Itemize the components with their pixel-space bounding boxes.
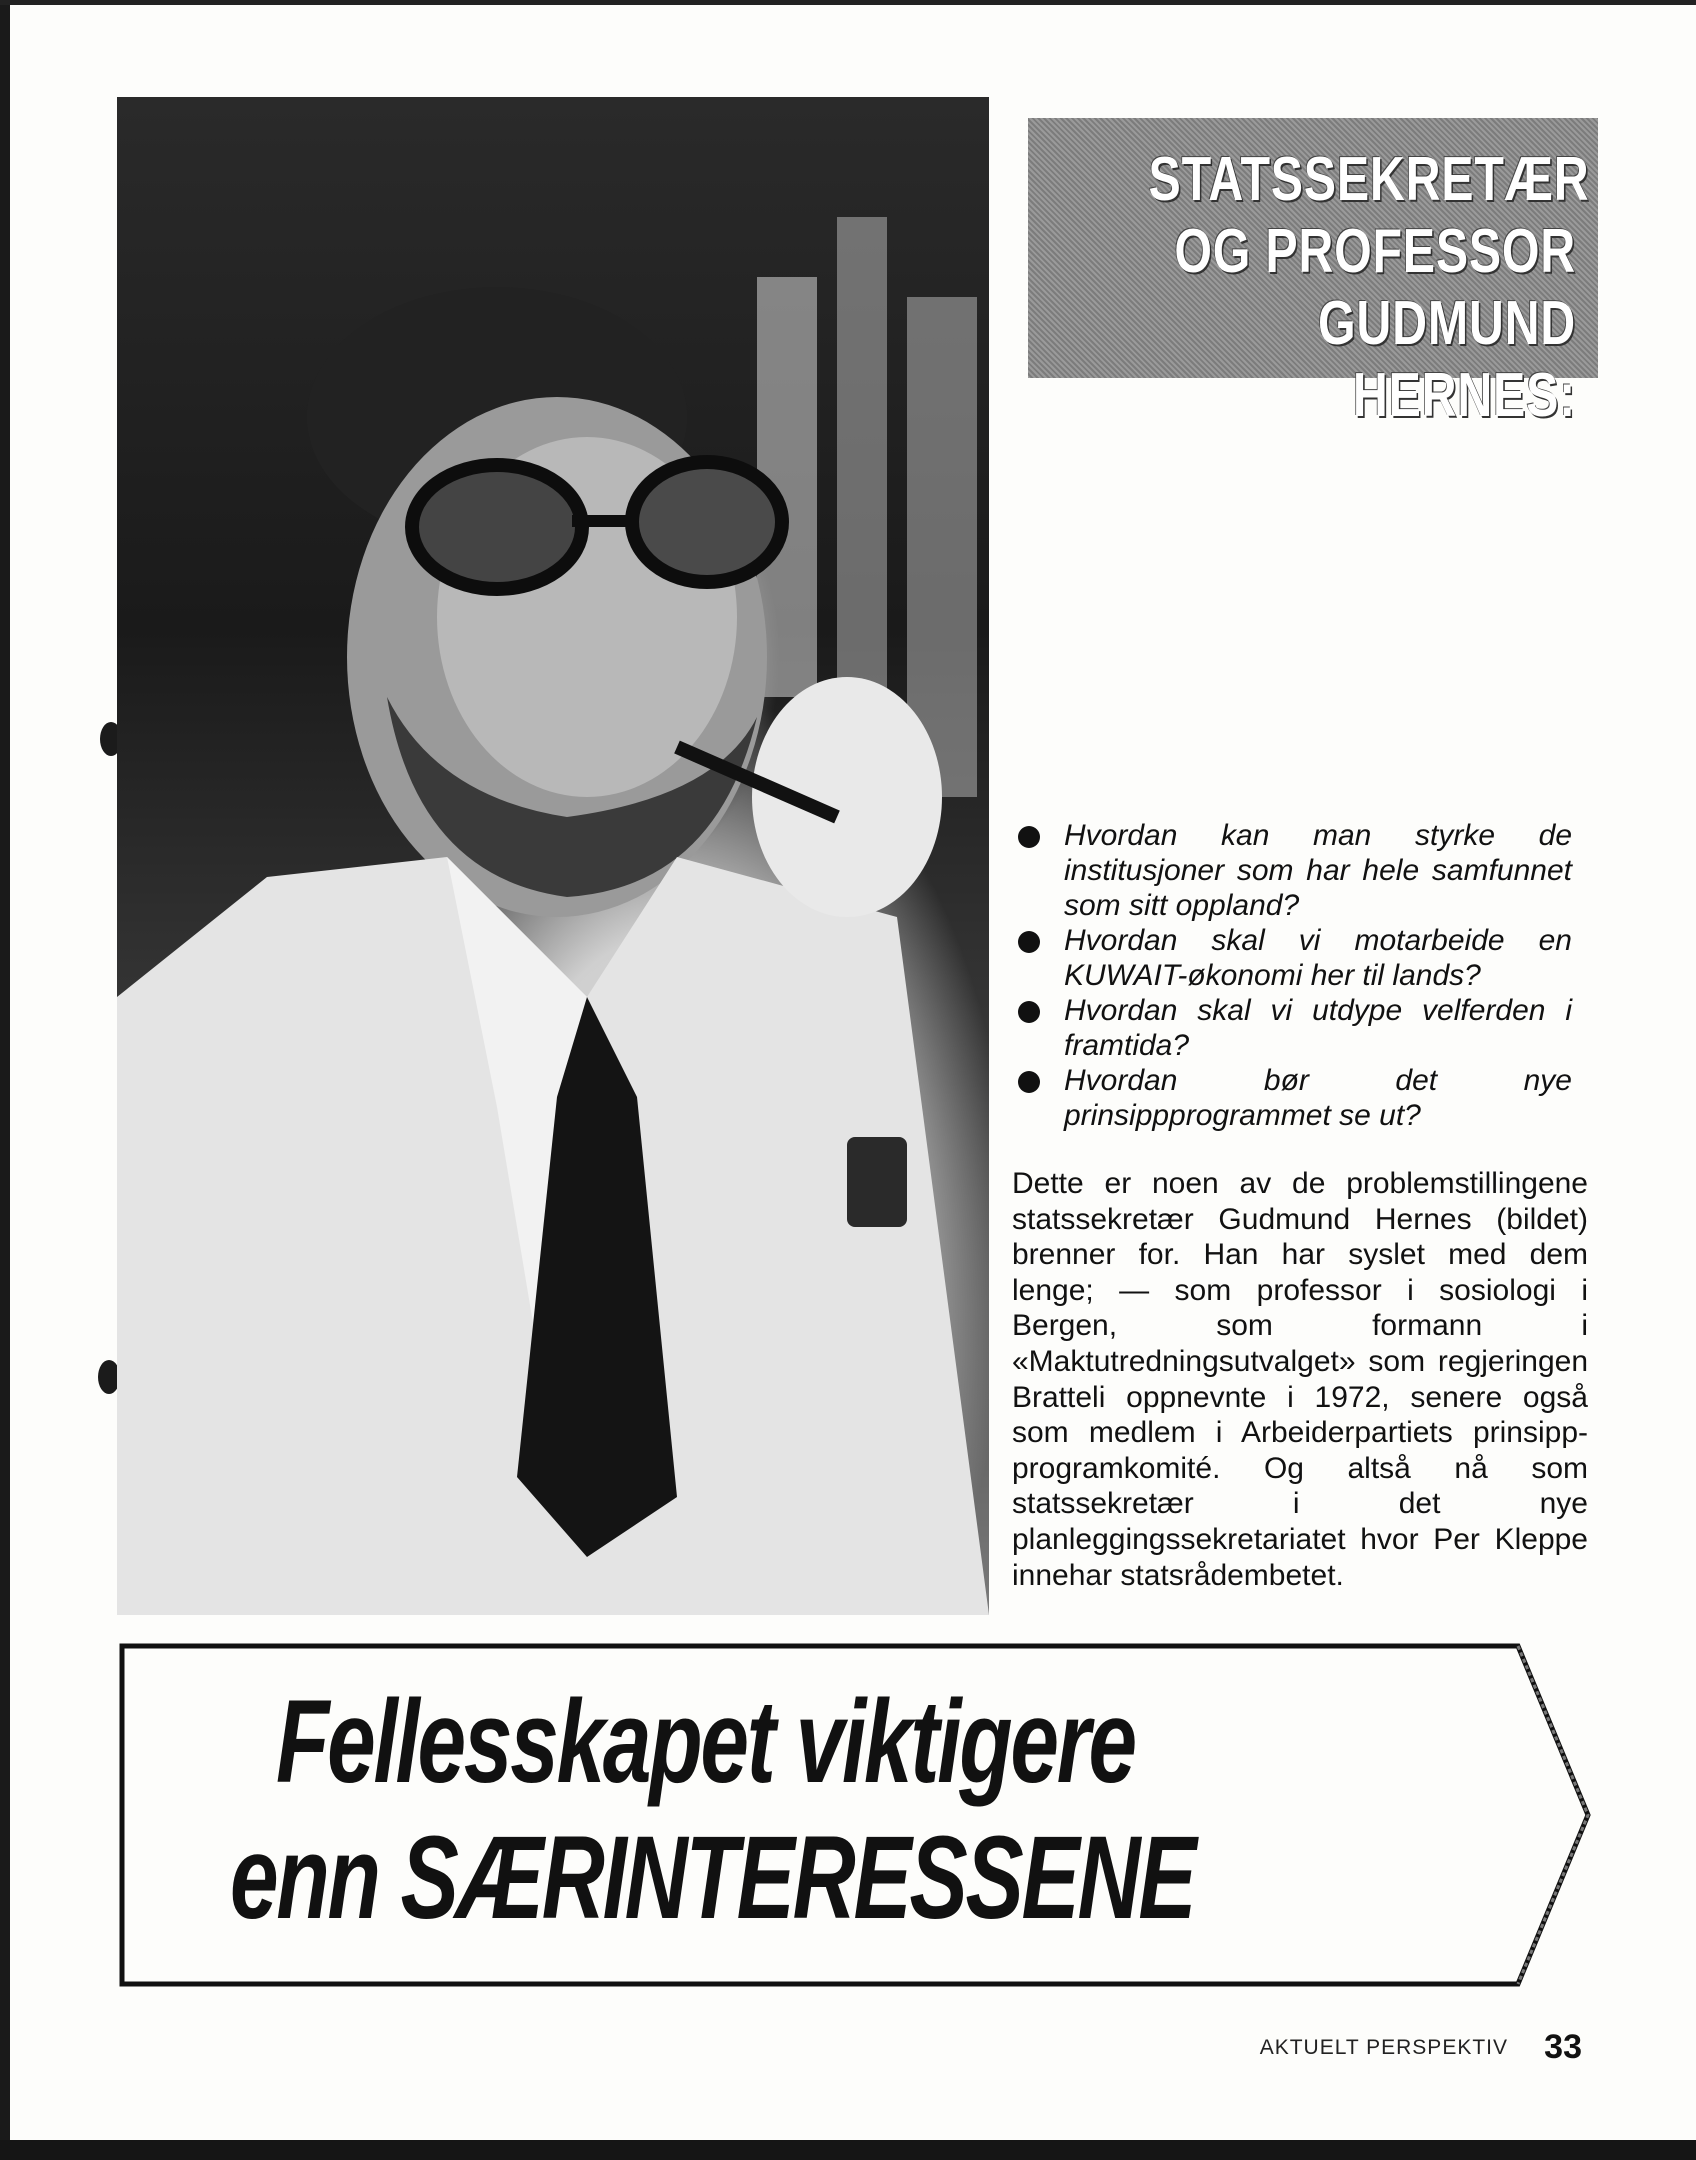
title-block [1028,118,1598,430]
publication-name: AKTUELT PERSPEKTIV [1259,2036,1508,2059]
page-edge-top [0,0,1696,5]
page-footer [1200,2028,1600,2068]
question-item [1012,818,1572,923]
portrait-photo [117,97,989,1615]
bullet-icon [1018,1001,1040,1023]
question-text: Hvordan skal vi motarbeide en KUWAIT-økonomi her til lands? [1064,924,1572,992]
question-text: Hvordan skal vi utdype velferden i framtida? [1064,994,1572,1062]
title-line-3: GUDMUND HERNES: [1318,289,1576,430]
question-text: Hvordan kan man styrke de institusjoner som har hele samfunnet som sitt oppland? [1064,819,1572,922]
question-text: Hvordan bør det nye prinsippprogrammet se ut? [1064,1064,1572,1132]
intro-paragraph: Dette er noen av de problemstillingene statssekretær Gudmund Hernes (bildet) brenner for. Han har syslet med dem lenge; — som professor i sosiologi i Bergen, som formann i «Maktutredningsutvalget» som regjeringen Bratteli oppnevnte i 1972, senere også som medlem i Arbeiderpartiets prinsipp-programkomité. Og altså nå som statssekretær i det nye planleggingssekretariatet hvor Per Kleppe innehar statsrådembetet. [1012,1167,1588,1592]
question-list [1012,818,1572,1133]
bullet-icon [1018,1071,1040,1093]
headline-line-1: Fellesskapet viktigere [276,1676,1135,1808]
question-item [1012,993,1572,1063]
page-number: 33 [1544,2028,1582,2066]
title-line-1: STATSSEKRETÆR [1148,145,1590,214]
title-line-2: OG PROFESSOR [1174,217,1576,286]
page-edge-bottom [0,2140,1696,2160]
question-item [1012,923,1572,993]
bullet-icon [1018,931,1040,953]
question-item [1012,1063,1572,1133]
headline-line-2: enn SÆRINTERESSENE [230,1812,1195,1944]
bullet-icon [1018,826,1040,848]
page-edge-left [0,0,10,2160]
